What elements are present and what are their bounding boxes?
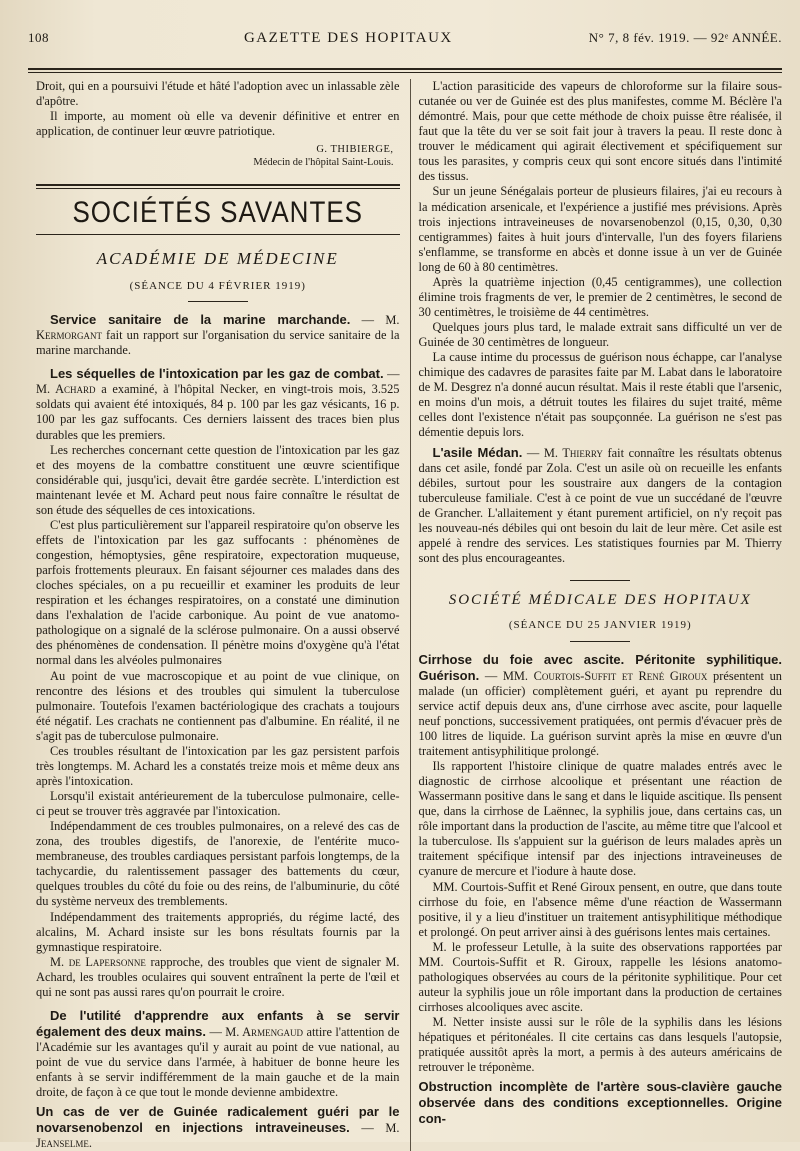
society-heading: ACADÉMIE DE MÉDECINE xyxy=(96,249,339,269)
article-paragraph: Service sanitaire de la marine marchande. — M. Kermorgant fait un rapport sur l'organisation du service sanitaire de la marine marchande. xyxy=(36,312,400,358)
body-paragraph: Quelques jours plus tard, le malade extrait sans difficulté un ver de Guinée de 30 centimètres de longueur. xyxy=(418,320,782,350)
left-column xyxy=(28,79,400,1151)
article-text: attire l'attention de l'Académie sur les avantages qu'il y aurait au point de vue national, au point de vue du service dans l'armée, à habituer de bonne heure les enfants à se servir indifféremment de la main gauche et de la main droite, de façon à ce que tout le monde devienne ambidextre. xyxy=(36,1024,400,1100)
article-paragraph: De l'utilité d'apprendre aux enfants à se servir également des deux mains. — M. Armengaud attire l'attention de l'Académie sur les avantages qu'il y aurait au point de vue national, au point de vue du service dans l'armée, à habituer de bonne heure les enfants à se servir indifféremment de la main gauche et de la main droite, de façon à ce que tout le monde devienne ambidextre. xyxy=(36,1007,400,1100)
short-rule xyxy=(570,580,630,581)
intro-paragraph: Droit, qui en a poursuivi l'étude et hâté l'adoption avec un inlassable zèle d'apôtre. xyxy=(36,79,400,109)
body-paragraph: La cause intime du processus de guérison nous échappe, car l'analyse chimique des cadavres de parasites faite par M. Labat dans le laboratoire de M. Desgrez n'a donné aucun résultat. Mais il reste établi que l'arsenic, en moins d'un mois, a détruit toutes les filaires du sujet traité, même celles dont l'existence n'était pas soupçonnée. La guérison ne s'est pas démentie depuis lors. xyxy=(418,350,782,440)
header-rule xyxy=(28,68,782,73)
section-rule xyxy=(36,234,400,235)
signature-name: G. THIBIERGE, xyxy=(316,144,394,156)
article-heading: Obstruction incomplète de l'artère sous-clavière gauche observée dans des conditions exceptionnelles. Origine con- xyxy=(418,1079,782,1127)
author: M. Jeanselme. xyxy=(36,1121,400,1151)
signature-role: Médecin de l'hôpital Saint-Louis. xyxy=(253,157,394,169)
author: M. Thierry xyxy=(543,445,603,460)
author: M. de Lapersonne xyxy=(50,954,146,969)
body-paragraph: Indépendamment de ces troubles pulmonaires, on a relevé des cas de zona, des troubles digestifs, de l'anorexie, de l'entérite muco-membraneuse, des troubles cardiaques persistant parfois longtemps, de la tachycardie, du ralentissement passager des battements du cœur, quelques troubles du côté du foie ou des reins, de l'albuminurie, du côté du système nerveux des tremblements. xyxy=(36,819,400,909)
body-paragraph: M. le professeur Letulle, à la suite des observations rapportées par MM. Courtois-Suffit et R. Giroux, rappelle les lésions anatomo-pathologiques observées au cours de la péritonite syphilitique. Pour cet auteur la syphilis joue un rôle important dans la production de certaines cirrhoses alcooliques avec ascite. xyxy=(418,939,782,1015)
short-rule xyxy=(570,641,630,642)
author: M. Kermorgant xyxy=(36,313,400,343)
section-title: SOCIÉTÉS SAVANTES xyxy=(72,194,364,229)
article-paragraph: Les séquelles de l'intoxication par les gaz de combat. — M. Achard a examiné, à l'hôpital Necker, en vingt-trois mois, 3.525 soldats qui avaient été intoxiqués, 84 p. 100 par les gaz vésicants, 16 p. 100 par les gaz suffocants. Ces derniers laissent des traces bien plus durables que les premiers. xyxy=(36,366,400,442)
signature xyxy=(36,143,394,169)
article-text: présentent un malade (un officier) complètement guéri, et ayant pu reprendre du service actif depuis deux ans, d'une cirrhose avec ascite, pour laquelle neuf ponctions, successivement pratiquées, ont permis d'évacuer près de 100 litres de liquide. La guérison survint après la mise en œuvre d'un traitement antisyphilitique prolongé. xyxy=(418,668,783,758)
body-paragraph: Ces troubles résultant de l'intoxication par les gaz persistent parfois très longtemps. M. Achard les a constatés treize mois et même deux ans après l'intoxication. xyxy=(36,743,400,788)
body-paragraph: M. Netter insiste aussi sur le rôle de la syphilis dans les lésions hépatiques et péritonéales. Il cite certains cas dans lesquels l'autopsie, pratiquée aussitôt après la mort, a permis à des auteurs américains de retrouver le tréponème. xyxy=(418,1015,782,1075)
body-paragraph xyxy=(36,955,400,1000)
body-paragraph: Ils rapportent l'histoire clinique de quatre malades entrés avec le diagnostic de cirrhose alcoolique et présentant une réaction de Wassermann positive dans le sang et dans le liquide ascitique. Ils pensent que, dans la cirrhose de Laënnec, la syphilis joue, dans certains cas, un rôle important dans la production de l'ascite, au même titre que l'alcool et la tuberculose. Ils s'appuient sur la guérison de leurs malades après un traitement spécifique intensif par des injections intraveineuses de cyanure de mercure et l'iodure à haute dose. xyxy=(418,759,782,879)
body-paragraph: Lorsqu'il existait antérieurement de la tuberculose pulmonaire, celle-ci peut se trouver très aggravée par l'intoxication. xyxy=(36,789,400,819)
body-paragraph: Après la quatrième injection (0,45 centigrammes), une collection élimine trois fragments de ver, le premier de 2 centimètres, le second de 30 centimètres, le troisième de 44 centimètres. xyxy=(418,274,782,319)
article-heading: Les séquelles de l'intoxication par les gaz de combat. xyxy=(50,366,384,382)
issue-info: N° 7, 8 fév. 1919. — 92ᵉ ANNÉE. xyxy=(588,30,782,45)
article-heading: Un cas de ver de Guinée radicalement guéri par le novarsenobenzol en injections intraveineuses. xyxy=(36,1104,400,1136)
body-paragraph: C'est plus particulièrement sur l'appareil respiratoire qu'on observe les effets de l'intoxication par les gaz suffocants : phénomènes de congestion, hémoptysies, gêne respiratoire, expectoration muqueuse, parfois frottements pleuraux. En faisant séjourner ces malades dans des cloches spéciales, on a pu recueillir et examiner les produits de leur respiration et les échanges respiratoires, on a constaté une diminution dans l'exhalation de l'acide carbonique. Au point de vue anatomo-pathologique on a signalé de la sclérose pulmonaire. On a aussi observé des phénomènes de condensation. Il pénètre moins d'oxygène qu'à l'état normal dans les alvéoles pulmonaires xyxy=(36,517,400,668)
article-text: a examiné, à l'hôpital Necker, en vingt-trois mois, 3.525 soldats qui avaient été intoxiqués, 84 p. 100 par les gaz vésicants, 16 p. 100 par les gaz suffocants. Ces derniers laissent des traces bien plus durables que les premiers. xyxy=(36,382,400,442)
intro-paragraph: Il importe, au moment où elle va devenir définitive et entrer en application, de continuer leur œuvre patriotique. xyxy=(36,109,400,139)
body-paragraph: Sur un jeune Sénégalais porteur de plusieurs filaires, j'ai eu recours à la médication arsenicale, et l'expérience a justifié mes prévisions. Après trois injections intraveineuses de novarsenobenzol (0,15, 0,30, 0,30 centigrammes) faites à huit jours d'intervalle, l'un des foyers filariens s'enflamme, se transforme en abcès et donne issue à un ver de Guinée long de 60 à 80 centimètres. xyxy=(418,184,782,274)
society-heading: SOCIÉTÉ MÉDICALE DES HOPITAUX xyxy=(448,592,752,608)
article-text: fait connaître les résultats obtenus dans cet asile, fondé par Zola. C'est un asile où on recueille les enfants débiles, surtout pour les soustraire aux dangers de la contagion tuberculeuse familiale. C'est à ce point de vue un succédané de l'œuvre de Grancher. L'allaitement y étant purement artificiel, on n'y reçoit pas les nouveau-nés débiles qui ont besoin du lait de leur mère. Cet asile est appelé à rendre des services. Les statistiques fournies par M. Thierry sont des plus encourageantes. xyxy=(418,445,783,565)
article-paragraph: L'asile Médan. — M. Thierry fait connaître les résultats obtenus dans cet asile, fondé par Zola. C'est un asile où on recueille les enfants débiles, surtout pour les soustraire aux dangers de la contagion tuberculeuse familiale. C'est à ce point de vue un succédané de l'œuvre de Grancher. L'allaitement y étant purement artificiel, on n'y reçoit pas les nouveau-nés débiles qui ont besoin du lait de leur mère. Cet asile est appelé à rendre des services. Les statistiques fournies par M. Thierry sont des plus encourageantes. xyxy=(418,444,783,565)
author: M. Armengaud xyxy=(225,1024,304,1039)
body-paragraph: MM. Courtois-Suffit et René Giroux pensent, en outre, que dans toute cirrhose du foie, en l'absence même d'une réaction de Wassermann positive, il y a lieu d'instituer un traitement antisyphilitique méthodique et prolongé. On peut arriver ainsi à des guérisons lentes mais certaines. xyxy=(418,879,782,939)
right-column xyxy=(410,79,783,1151)
article-heading: Cirrhose du foie avec ascite. Péritonite syphilitique. Guérison. xyxy=(418,651,782,683)
body-paragraph: Indépendamment des traitements appropriés, du régime lacté, des alcalins, M. Achard insiste sur les bons résultats fournis par la gymnastique respiratoire. xyxy=(36,909,400,954)
journal-title: GAZETTE DES HOPITAUX xyxy=(243,30,453,46)
text-columns xyxy=(28,79,782,1151)
section-rule xyxy=(36,184,400,189)
body-paragraph: Les recherches concernant cette question de l'intoxication par les gaz et des moyens de la combattre constituent une œuvre scientifique considérable qui, jusqu'ici, devait être gardée secrète. L'interdiction est maintenant levée et M. Achard peut nous faire connaître le résultat de son étude des séquelles de ces intoxications. xyxy=(36,442,400,517)
short-rule xyxy=(188,301,248,302)
author: M. Achard xyxy=(36,382,96,397)
article-heading: Service sanitaire de la marine marchande. xyxy=(50,312,351,328)
body-paragraph: Au point de vue macroscopique et au point de vue clinique, on rencontre des lésions et des troubles qui simulent la tuberculose pulmonaire. Toutefois l'examen bactériologique des crachats a toujours été négatif. Les crachats ne contiennent pas d'albumine. En réalité, il ne s'agit pas de tuberculose pulmonaire. xyxy=(36,668,400,743)
session-date: (SÉANCE DU 4 FÉVRIER 1919) xyxy=(129,279,306,292)
article-paragraph xyxy=(419,1079,783,1127)
article-paragraph: Cirrhose du foie avec ascite. Péritonite syphilitique. Guérison. — MM. Courtois-Suffit et René Giroux présentent un malade (un officier) complètement guéri, et ayant pu reprendre du service actif depuis deux ans, d'une cirrhose avec ascite, pour laquelle neuf ponctions, successivement pratiquées, ont permis d'évacuer près de 100 litres de liquide. La guérison survint après la mise en œuvre d'un traitement antisyphilitique prolongé. xyxy=(418,651,783,758)
body-paragraph: L'action parasiticide des vapeurs de chloroforme sur la filaire sous-cutanée ou ver de Guinée est des plus manifestes, comme M. Béclère l'a démontré. Mais, pour que cette méthode de choix puisse être réalisée, il faut que la tête du ver se soit fait jour à travers la peau. Il reste donc à trouver le médicament qui agirait électivement et spécifiquement sur tous les parasites, y compris ceux qui sont encore situés dans l'intimité des tissus. xyxy=(418,79,782,184)
page-number: 108 xyxy=(28,30,49,45)
article-heading: De l'utilité d'apprendre aux enfants à se servir également des deux mains. xyxy=(36,1007,400,1039)
article-text: rapproche, des troubles que vient de signaler M. Achard, les troubles oculaires qui souvent entraînent la perte de l'œil et qui ne sont pas aussi rares qu'on pourrait le croire. xyxy=(36,954,400,999)
article-paragraph: Un cas de ver de Guinée radicalement guéri par le novarsenobenzol en injections intraveineuses. — M. Jeanselme. xyxy=(36,1104,400,1151)
author: MM. Courtois-Suffit et René Giroux xyxy=(502,668,708,683)
article-heading: L'asile Médan. xyxy=(432,444,523,460)
running-head xyxy=(28,30,782,60)
session-date: (SÉANCE DU 25 JANVIER 1919) xyxy=(508,619,692,632)
article-text: fait un rapport sur l'organisation du service sanitaire de la marine marchande. xyxy=(36,328,400,358)
